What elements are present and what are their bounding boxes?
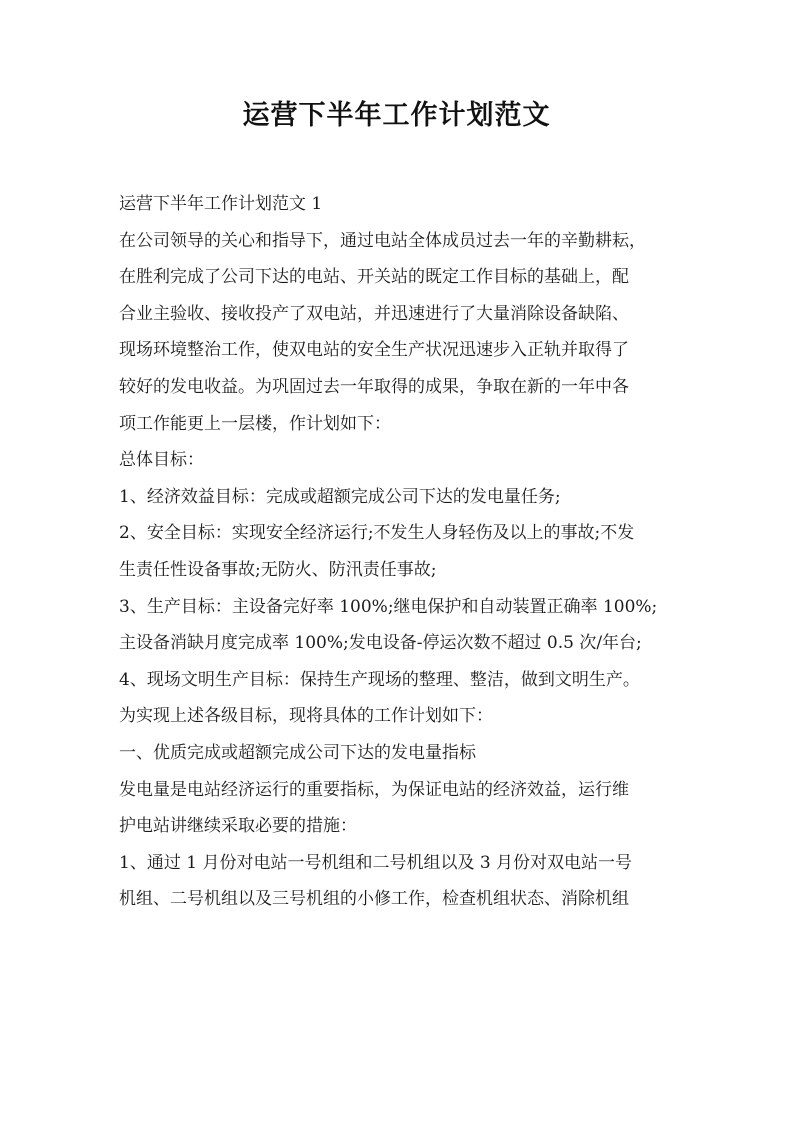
body-line: 现场环境整治工作，使双电站的安全生产状况迅速步入正轨并取得了	[119, 340, 629, 361]
body-line: 机组、二号机组以及三号机组的小修工作，检查机组状态、消除机组	[119, 889, 629, 910]
document-title: 运营下半年工作计划范文	[242, 100, 551, 131]
body-line: 在公司领导的关心和指导下，通过电站全体成员过去一年的辛勤耕耘，	[119, 230, 646, 251]
body-line: 较好的发电收益。为巩固过去一年取得的成果，争取在新的一年中各	[119, 376, 629, 397]
body-line: 在胜利完成了公司下达的电站、开关站的既定工作目标的基础上，配	[119, 267, 629, 288]
body-line: 3、生产目标：主设备完好率 100%;继电保护和自动装置正确率 100%;	[119, 596, 658, 617]
document-body	[119, 186, 679, 918]
section-heading: 一、优质完成或超额完成公司下达的发电量指标	[119, 742, 476, 763]
body-line: 护电站讲继续采取必要的措施：	[119, 816, 357, 837]
section-heading: 总体目标：	[119, 450, 204, 471]
body-line: 运营下半年工作计划范文 1	[119, 194, 323, 214]
body-line: 生责任性设备事故;无防火、防汛责任事故;	[119, 559, 437, 580]
body-line: 1、通过 1 月份对电站一号机组和二号机组以及 3 月份对双电站一号	[119, 852, 633, 873]
body-line: 合业主验收、接收投产了双电站，并迅速进行了大量消除设备缺陷、	[119, 303, 629, 324]
body-line: 发电量是电站经济运行的重要指标，为保证电站的经济效益，运行维	[119, 779, 629, 800]
body-line: 4、现场文明生产目标：保持生产现场的整理、整洁，做到文明生产。	[119, 669, 640, 690]
body-line: 1、经济效益目标：完成或超额完成公司下达的发电量任务;	[119, 486, 561, 507]
body-line: 项工作能更上一层楼，作计划如下：	[119, 413, 391, 434]
body-line: 主设备消缺月度完成率 100%;发电设备-停运次数不超过 0.5 次/年台;	[119, 633, 642, 654]
body-line: 2、安全目标：实现安全经济运行;不发生人身轻伤及以上的事故;不发	[119, 523, 635, 544]
body-line: 为实现上述各级目标，现将具体的工作计划如下：	[119, 706, 493, 727]
